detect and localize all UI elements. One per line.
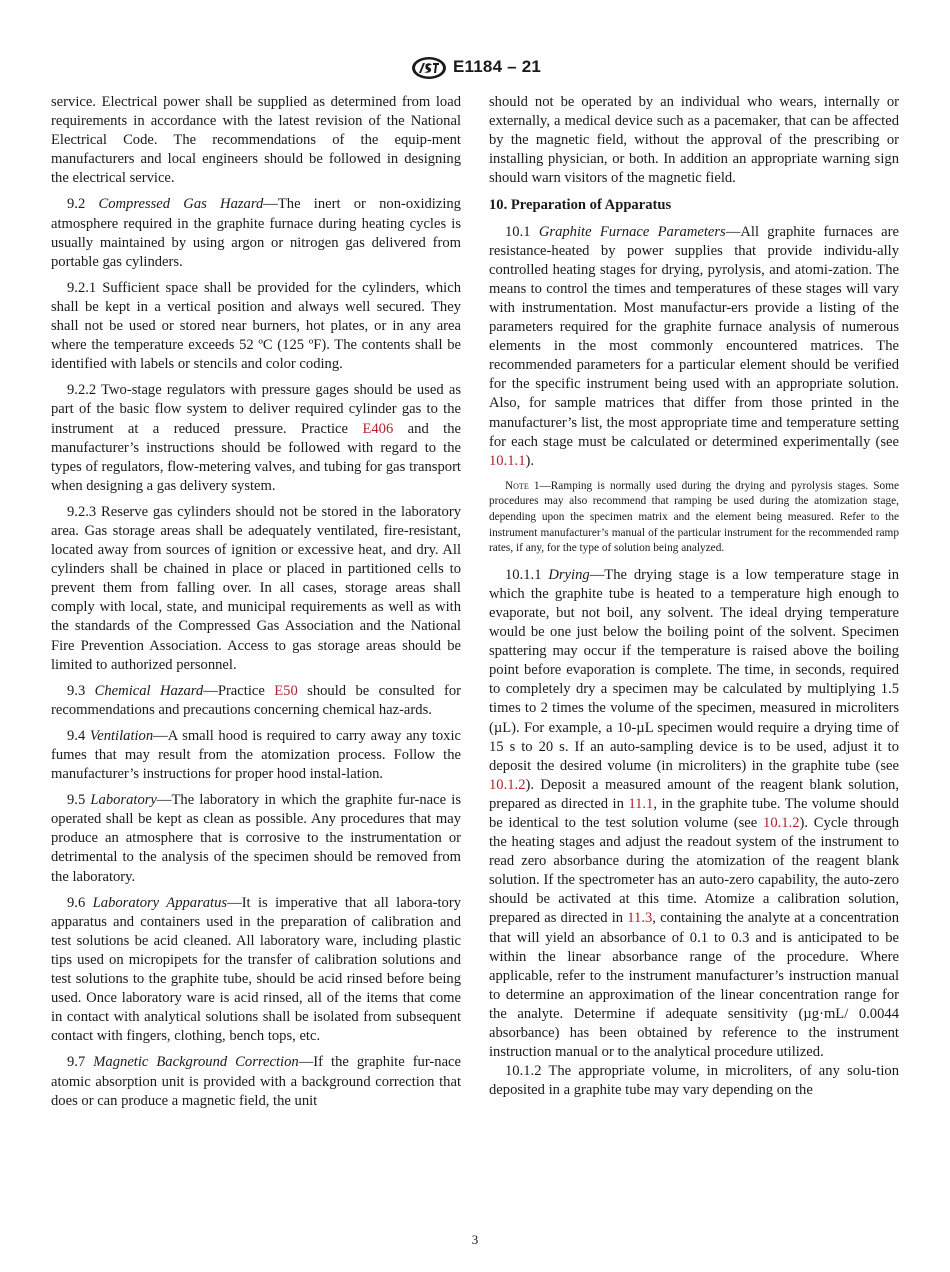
section-10-1-1 bbox=[489, 566, 899, 1062]
section-text: , in the graphite tube. The volume should be identical to the test solution volume (see bbox=[489, 795, 900, 831]
link-11-3[interactable]: 11.3 bbox=[627, 910, 653, 927]
link-10-1-2[interactable]: 10.1.2 bbox=[763, 814, 800, 831]
section-text: should be consulted for recommendations and precautions concerning chemical haz-ards. bbox=[51, 682, 461, 718]
section-text: —A small hood is required to carry away any toxic fumes that may result from the atomization process. Follow the manufacturer’s instructions for proper hood instal-lation. bbox=[51, 727, 461, 783]
link-11-1[interactable]: 11.1 bbox=[628, 795, 654, 812]
section-10-1-2: 10.1.2 The appropriate volume, in microliters, of any solu-tion deposited in a graphite tube may vary depending on the bbox=[489, 1063, 899, 1099]
section-number: 10.1 bbox=[505, 223, 531, 240]
section-title: Laboratory bbox=[90, 792, 157, 809]
page-header bbox=[0, 56, 950, 82]
section-title: Compressed Gas Hazard bbox=[98, 196, 264, 213]
link-e406[interactable]: E406 bbox=[362, 420, 394, 437]
link-e50[interactable]: E50 bbox=[274, 682, 298, 699]
section-text: ). bbox=[525, 452, 534, 469]
section-number: 10.1.1 bbox=[505, 566, 542, 583]
section-number: 9.4 bbox=[67, 727, 86, 744]
section-number: 9.2 bbox=[67, 196, 86, 213]
section-text: —Practice bbox=[203, 682, 275, 699]
section-9-5 bbox=[51, 791, 461, 886]
section-title: Drying bbox=[548, 566, 590, 583]
section-10-1 bbox=[489, 223, 899, 471]
section-9-4 bbox=[51, 727, 461, 784]
section-number: 9.7 bbox=[67, 1054, 86, 1071]
right-column bbox=[489, 93, 899, 1100]
section-heading-10: 10. Preparation of Apparatus bbox=[489, 197, 672, 214]
paragraph-continuation: service. Electrical power shall be supplied as determined from load requirements in accordance with the latest revision of the National Electrical Code. The recommendations of the equip-ment manufacturers and local engineers should be followed in designing the electrical service. bbox=[51, 94, 461, 187]
section-text: —If the graphite fur-nace atomic absorption unit is provided with a background correction that does or can produce a magnetic field, the unit bbox=[51, 1054, 462, 1109]
section-9-2-3: 9.2.3 Reserve gas cylinders should not be stored in the laboratory area. Gas storage areas shall be adequately ventilated, fire-resistant, located away from sources of ignition or excessive heat, and dry. All cylinders shall be chained in place or placed in partitioned cells to prevent them from falling over. In all cases, storage areas shall comply with local, state, and municipal requirements as well as with the standards of the Compressed Gas Association and the National Fire Prevention Association. Access to gas storage areas should be limited to authorized personnel. bbox=[51, 503, 461, 673]
section-9-2-2 bbox=[51, 381, 461, 496]
paragraph-continuation: should not be operated by an individual who wears, internally or externally, a medical device such as a pacemaker, that can be affected by the magnetic field, without the approval of the prescribing or installing physician, or both. In addition an appropriate warning sign should warn visitors of the magnetic field. bbox=[489, 94, 899, 187]
section-9-2-1: 9.2.1 Sufficient space shall be provided for the cylinders, which shall be kept in a vertical position and always well secured. They shall not be used or stored near burners, hot plates, or in any area where the temperature exceeds 52 ºC (125 ºF). The contents shall be identified with labels or stencils and color coding. bbox=[51, 279, 461, 373]
section-number: 9.6 bbox=[67, 894, 86, 911]
section-text: —It is imperative that all labora-tory apparatus and containers used in the preparation of calibration and test solutions be acid cleaned. All laboratory ware, including plastic tips used on micropipets for the transfer of calibration solutions and test solutions to the graphite tube, should be acid rinsed before being used. Once laboratory ware is acid rinsed, all of the items that come in contact with analytical solutions shall be isolated from subsequent contact with fingers, clothing, bench tops, etc. bbox=[51, 894, 461, 1045]
section-title: Graphite Furnace Parameters bbox=[538, 223, 726, 240]
section-text: 9.2.2 Two-stage regulators with pressure gages should be used as part of the basic flow system to deliver required cylinder gas to the instrument at a reduced pressure. Practice bbox=[51, 382, 461, 437]
section-title: Magnetic Background Correction bbox=[93, 1054, 299, 1071]
note-label: Note bbox=[505, 479, 529, 492]
section-9-6 bbox=[51, 894, 461, 1047]
note-1 bbox=[489, 479, 899, 557]
document-designation: E1184 – 21 bbox=[453, 57, 542, 76]
astm-logo-icon bbox=[411, 56, 447, 80]
section-text: —The laboratory in which the graphite fur-nace is operated shall be kept as clean as possible. Any procedures that may produce an atmosphere that is corrosive to the instrumentation or detrimental to the analysis of the specimen should be removed from the laboratory. bbox=[51, 792, 462, 885]
section-text: ). Cycle through the heating stages and adjust the readout system of the instrument to read zero absorbance during the atomization of the reagent blank solution. If the spectrometer has an auto-zero capability, the auto-zero should be activated at this time. Atomize a calibration solution, prepared as directed in bbox=[489, 814, 900, 927]
section-text: ). Deposit a measured amount of the reagent blank solution, prepared as directed in bbox=[489, 776, 899, 812]
section-text: , containing the analyte at a concentration that will yield an absorbance of 0.1 to 0.3 and is anticipated to be within the linear absorbance range of the procedure. Where applicable, refer to the instrument manufacturer’s instruction manual to determine an approximation of the linear concentration range for the analyte. Determine if adequate sensitivity (µg·mL/ 0.0044 absorbance) has been obtained by reference to the instrument instruction manual or to the analytical procedure utilized. bbox=[489, 910, 899, 1061]
section-title: Laboratory Apparatus bbox=[92, 894, 228, 911]
link-10-1-1[interactable]: 10.1.1 bbox=[489, 452, 526, 469]
left-column bbox=[51, 93, 461, 1111]
section-text: —The inert or non-oxidizing atmosphere required in the graphite furnace during heating cycles is usually maintained by using argon or nitrogen gas delivered from portable gas cylinders. bbox=[51, 196, 461, 270]
section-text: —All graphite furnaces are resistance-heated by power supplies that provide individu-ally controlled heating stages for drying, pyrolysis, and atomi-zation. The means to control the times and temperatures of these stages will vary with instrumentation. Most manufactur-ers provide a listing of the parameters required for the graphite furnace analysis of numerous elements in the most commonly encountered matrices. The recommended parameters for a particular element should be verified for the specific instrument being used with an appropriate solution. Also, for sample matrices that differ from those printed in the manufacturer’s list, the most appropriate time and temperature setting for each stage must be calculated or determined experimentally (see bbox=[489, 223, 899, 450]
section-title: Chemical Hazard bbox=[94, 682, 204, 699]
section-9-7 bbox=[51, 1053, 461, 1110]
link-10-1-2[interactable]: 10.1.2 bbox=[489, 776, 526, 793]
section-text: —The drying stage is a low temperature stage in which the graphite tube is heated to a temperature high enough to evaporate, but not boil, any solvent. The ideal drying temperature would be one just below the boiling point of the solvent. Specimen spattering may occur if the temperature is raised above the boiling point before evaporation is complete. The time, in seconds, required to completely dry a specimen may be calculated by multiplying 1.5 times to 2 times the volume of the specimen, measured in microliters (µL). For example, a 10-µL specimen would require a drying time of 15 s to 20 s. If an auto-sampling device is to be used, adjust it to deposit the desired volume (in microliters) in the graphite tube (see bbox=[489, 566, 899, 774]
section-9-3 bbox=[51, 682, 461, 720]
section-text: and the manufacturer’s instructions should be followed with regard to the types of regulators, flow-metering valves, and tubing for gas transport when designing a gas delivery system. bbox=[51, 420, 461, 494]
section-9-2 bbox=[51, 195, 461, 271]
section-title: Ventilation bbox=[89, 727, 154, 744]
section-number: 9.5 bbox=[67, 792, 86, 809]
section-number: 9.3 bbox=[67, 682, 86, 699]
note-text: 1—Ramping is normally used during the drying and pyrolysis stages. Some procedures may also recommend that ramping be used during the atomization stage, depending upon the specimen matrix and the element being measured. Refer to the instrument manufacturer’s manual of the particular instrument for the recommended ramp rates, if any, for the type of solution being analyzed. bbox=[489, 479, 899, 555]
page-number: 3 bbox=[471, 1232, 479, 1247]
